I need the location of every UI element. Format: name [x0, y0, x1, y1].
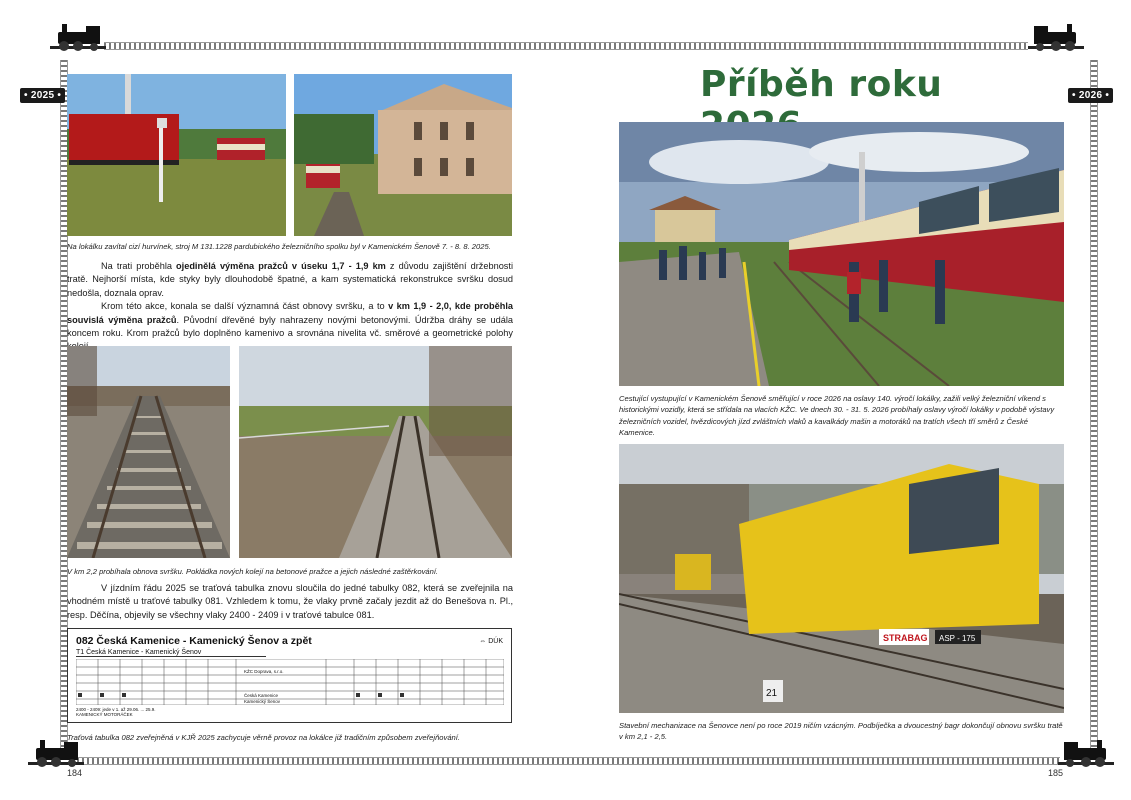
timetable-carrier: KŽC Doprava, s.r.o. — [244, 669, 284, 674]
caption-hurvinek-visit: Na lokálku zavítal cizí hurvínek, stroj M 131.1228 pardubického železničního spolku byl v Kamenickém Šenově 7. - 8. 8. 2025. — [67, 242, 491, 251]
timetable-duk-mark: ⇔ DÚK — [479, 638, 503, 645]
bottom-border-rail — [72, 757, 1060, 765]
timetable-footnote: 2400 - 2409: jede v 1. až 29.06. ... 25.9. — [76, 707, 156, 712]
paragraph-text: Krom této akce, konala se další významná část obnovy svršku, a to — [101, 301, 389, 312]
timetable-footer — [76, 707, 156, 717]
caption-timetable: Traťová tabulka 082 zveřejněná v KJŘ 2025 zachycuje věrně provoz na lokálce již tradičním způsobem zveřejňování. — [67, 733, 460, 742]
photo-curving-track — [239, 346, 512, 558]
timetable-station-to: Kamenický Šenov — [244, 699, 281, 704]
photo-station-building — [294, 74, 512, 236]
photo-red-railcar-yard — [67, 74, 286, 236]
timetable-subtitle: T1 Česká Kamenice - Kamenický Šenov — [76, 649, 266, 657]
caption-track-renewal: V km 2,2 probíhala obnova svršku. Pokládka nových kolejí na betonové pražce a jejich následné zaštěrkování. — [67, 567, 439, 576]
km-post-number: 21 — [766, 688, 778, 699]
paragraph-text: . Původní dřevěné byly nahrazeny novými betonovými. Údržba dráhy se udála koncem roku. Krom pražců bylo doplněno kamenivo a srovnána nivelita vč. směrové a geometrické polohy — [67, 314, 513, 339]
caption-track-machinery: Stavební mechanizace na Šenovce není po roce 2019 ničím vzácným. Podbíječka a dvoucestný bagr dokončují obnovu svršku tratě v km 2,1 - 2,5. — [619, 721, 1063, 742]
photo-tamping-machine — [619, 444, 1064, 713]
body-text-sleeper-replacement — [67, 260, 513, 354]
body-text-timetable — [67, 582, 513, 622]
right-border-rail — [1090, 60, 1098, 760]
story-heading: Příběh roku — [700, 64, 943, 105]
photo-new-track-concrete-sleepers — [67, 346, 230, 558]
paragraph-text: z důvodu zajištění držebnosti tratě. Nejhorší místa, kde styky byly dlouhodobě špatné, a kam systematická rekonstrukce svršku dosud nedošla, doznala oprav. — [67, 261, 513, 298]
machine-number-plate: ASP - 175 — [939, 634, 976, 643]
timetable-grid — [76, 659, 504, 705]
year-tag-right: • 2026 • — [1068, 88, 1113, 103]
locomotive-ornament-icon — [1058, 736, 1114, 770]
paragraph-text: Na trati proběhla — [101, 261, 177, 271]
photo-anniversary-passengers — [619, 122, 1064, 386]
page-number-right: 185 — [1048, 768, 1064, 778]
top-border-rail — [104, 42, 1028, 50]
paragraph-sleeper-section — [67, 260, 513, 300]
paragraph-timetable: V jízdním řádu 2025 se traťová tabulka znovu sloučila do jedné tabulky 082, která se zveřejnila na vhodném místě u traťové tabulky 081. Vzhledem k tomu, že vlaky prvně začaly jezdit až do Benešova n. Pl., resp. Děčína, objevily se všechny vlaky 2400 - 2409 i v traťové tabulce 081. — [67, 583, 513, 620]
paragraph-bold-text: ojedinělá výměna pražců v úseku 1,7 - 1,9 km — [176, 261, 386, 271]
timetable-082 — [67, 628, 512, 723]
timetable-station-from: Česká Kamenice — [244, 693, 279, 698]
paragraph-bold-text: v km 1,9 - 2,0, kde proběhla souvislá výměna pražců — [67, 301, 513, 325]
locomotive-ornament-icon — [1028, 20, 1084, 54]
page-number-left: 184 — [67, 768, 83, 778]
timetable-title: 082 Česká Kamenice - Kamenický Šenov a zpět — [76, 635, 312, 647]
timetable-train-name: KAMENICKÝ MOTORÁČEK — [76, 712, 133, 718]
caption-anniversary: Cestující vystupující v Kamenickém Šenově směřující v roce 2026 na oslavy 140. výročí lokálky, zažili velký železniční víkend s historickými vozidly, která se střídala na vlacích KŽC. Ve dnech 30. - 31. 5. 2026 probíhaly oslavy výročí lokálky v podobě výstavy železničních vozidel, hvězdicových jízd zvláštních vlaků a kavalkády mašin a motoráků na tratích všech tří směrů z České Kamenice. — [619, 394, 1055, 438]
machine-strabag-label: STRABAG — [883, 633, 928, 643]
locomotive-ornament-icon — [50, 20, 106, 54]
year-tag-left: • 2025 • — [20, 88, 65, 103]
